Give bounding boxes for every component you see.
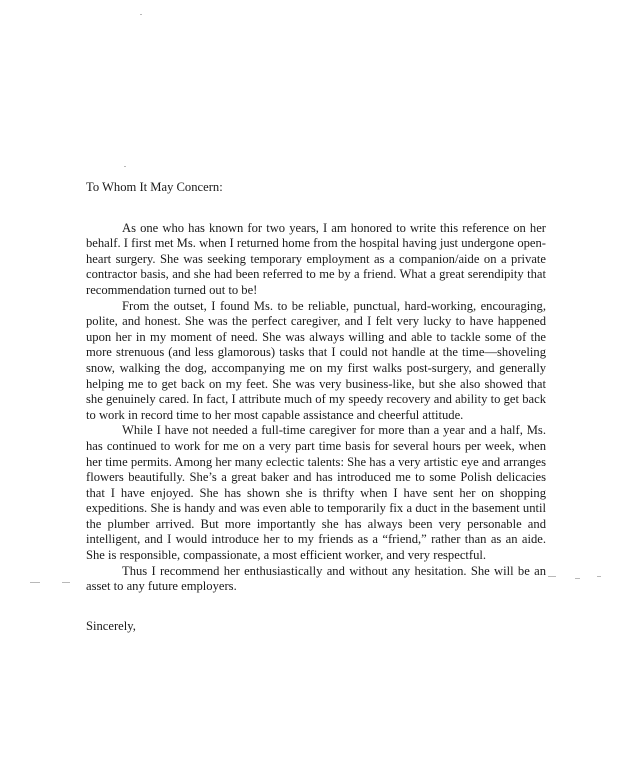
scan-speck bbox=[548, 576, 556, 577]
scan-speck bbox=[30, 582, 40, 583]
scan-speck bbox=[62, 582, 70, 583]
scan-speck bbox=[140, 14, 142, 15]
scan-speck bbox=[575, 578, 580, 579]
closing: Sincerely, bbox=[86, 618, 136, 633]
scan-speck bbox=[597, 576, 601, 577]
letter-body bbox=[86, 180, 546, 634]
paragraph-ongoing-work: While I have not needed a full-time caregiver for more than a year and a half, Ms. has continued to work for me on a very part time basis for several hours per week, when her time permits. Among her many eclectic talents: She has a very artistic eye and arranges flowers beautifully. She’s a great baker and has introduced me to some Polish delicacies that I have enjoyed. She has shown she is thrifty when I have sent her on shopping expeditions. She is handy and was even able to temporarily fix a duct in the basement until the plumber arrived. But more importantly she has always been very personable and intelligent, and I would introduce her to my friends as a “friend,” rather than as an aide. She is responsible, compassionate, a most efficient worker, and very respectful. bbox=[86, 423, 546, 563]
paragraph-introduction: As one who has known for two years, I am honored to write this reference on her behalf. I first met Ms. when I returned home from the hospital having just undergone open-heart surgery. She was seeking temporary employment as a companion/aide on a private contractor basis, and she had been referred to me by a friend. What a great serendipity that recommendation turned out to be! bbox=[86, 220, 546, 297]
paragraph-recommendation: Thus I recommend her enthusiastically and without any hesitation. She will be an asset to any future employers. bbox=[86, 563, 546, 594]
scan-speck bbox=[124, 166, 126, 167]
salutation: To Whom It May Concern: bbox=[86, 180, 223, 194]
paragraph-qualities: From the outset, I found Ms. to be reliable, punctual, hard-working, encouraging, polite, and honest. She was the perfect caregiver, and I felt very lucky to have happened upon her in my moment of need. She was always willing and able to tackle some of the more strenuous (and less glamorous) tasks that I could not handle at the time—shoveling snow, walking the dog, accompanying me on my first walks post-surgery, and generally helping me to get back on my feet. She was very business-like, but she also showed that she genuinely cared. In fact, I attribute much of my speedy recovery and ability to get back to work in record time to her most capable assistance and cheerful attitude. bbox=[86, 298, 546, 422]
